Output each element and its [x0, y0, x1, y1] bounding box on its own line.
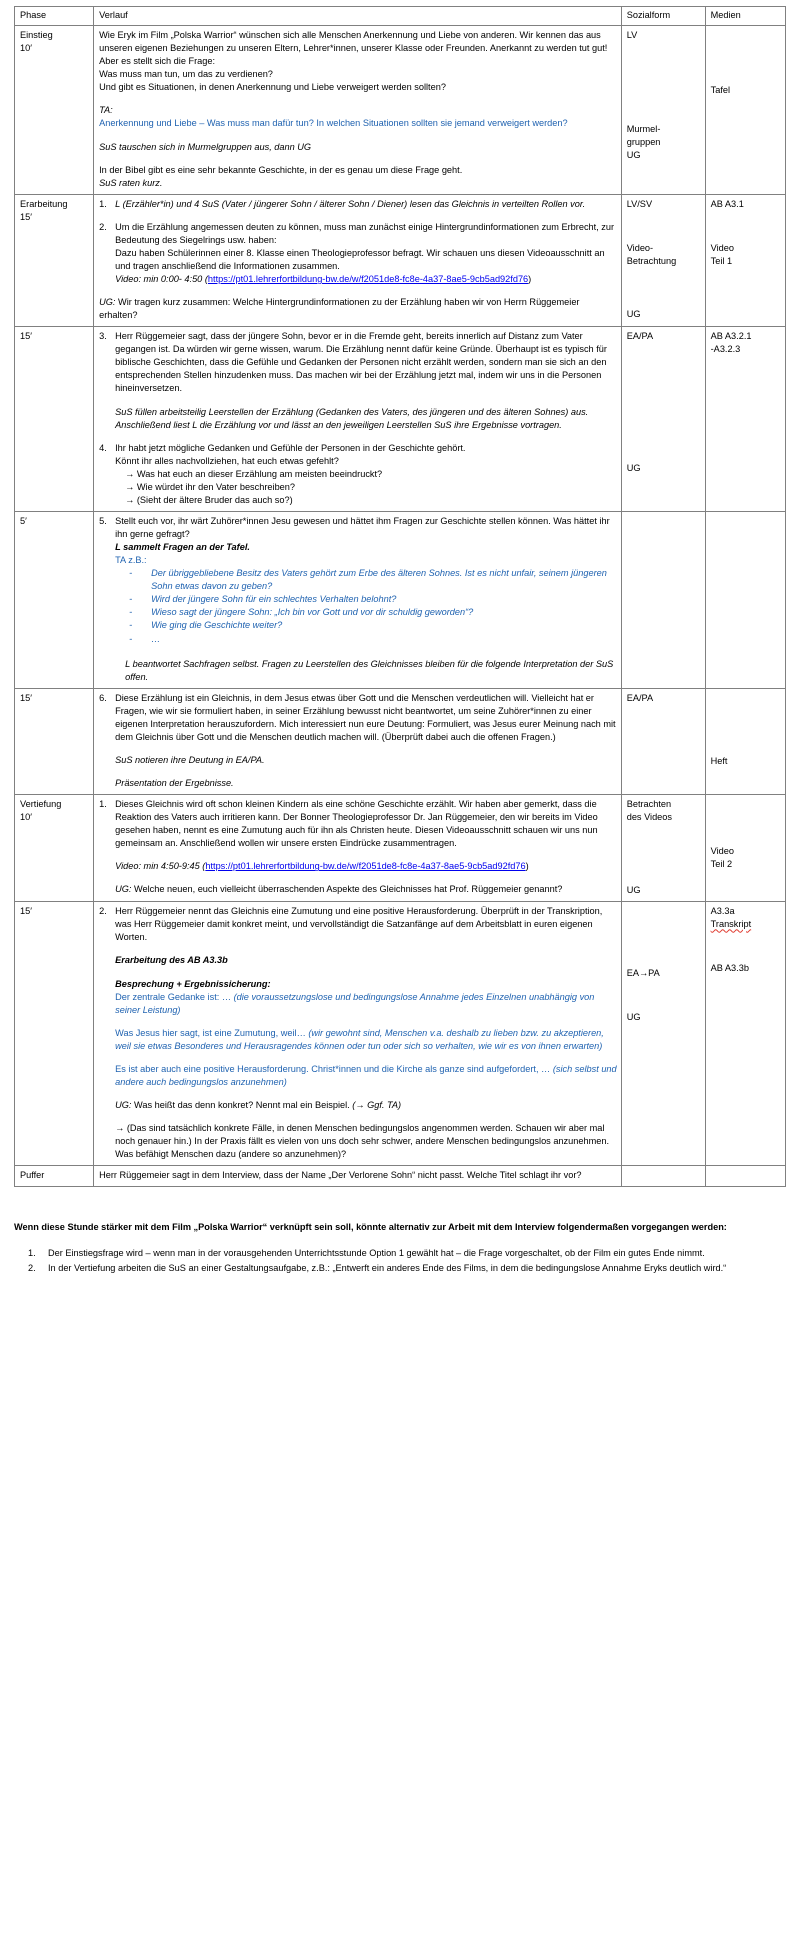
phase-cell-vertiefung: [15, 795, 94, 902]
ug-paragraph: [99, 883, 617, 896]
step-text: Ihr habt jetzt mögliche Gedanken und Gefühle der Personen in der Geschichte gehört.: [115, 442, 466, 453]
ta-label: TA z.B.:: [115, 555, 147, 566]
table-row-vertiefung-step-2: [15, 902, 786, 1166]
column-header-medien: Medien: [705, 7, 785, 26]
list-item: [129, 633, 617, 646]
dash-bullet: -: [129, 568, 133, 579]
step-number: 2.: [99, 906, 107, 917]
step-text: Könnt ihr alles nachvollziehen, hat euch etwas gefehlt?: [115, 455, 339, 466]
phase-cell-step-3-4: [15, 327, 94, 512]
sozialform-entry: EA/PA: [626, 692, 654, 703]
bullet-text: Wieso sagt der jüngere Sohn: „Ich bin vor Gott und vor dir schuldig geworden“?: [151, 607, 474, 618]
paragraph: SuS raten kurz.: [99, 177, 163, 188]
step-item: [99, 905, 617, 944]
step-number: 6.: [99, 692, 107, 703]
step-number: 1.: [99, 799, 107, 810]
step-item: [99, 330, 617, 431]
verlauf-cell-vertiefung-step-2: [94, 902, 622, 1166]
arrow-paragraph: → (Das sind tatsächlich konkrete Fälle, in denen Menschen bedingungslos angenommen werden. Schauen wir aber mal noch genauer hin.) In der Praxis fällt es vielen von uns doch sehr schwer, andere Menschen bedingungslos anzunehmen. Was befähigt Menschen dazu (andere so anzunehmen)?: [115, 1123, 610, 1160]
paragraph: Und gibt es Situationen, in denen Anerkennung und Liebe verweigert werden sollten?: [99, 82, 446, 93]
dash-bullet: -: [129, 633, 133, 644]
alternative-note-block: [14, 1221, 786, 1275]
list-item: [129, 619, 617, 632]
sozialform-entry: des Videos: [626, 812, 672, 823]
video-link[interactable]: https://pt01.lehrerfortbildung-bw.de/w/f2051de8-fc8e-4a37-8ae5-9cb5ad92fd76: [207, 274, 529, 284]
result-italic: (wir gewohnt sind, Menschen v.a. deshalb zu lieben bzw. zu akzeptieren, weil sie etwas Besonderes und Herausragendes können oder tun oder sich so verhalten, wie wir es von ihnen erwarten): [115, 1027, 604, 1051]
list-item: [129, 593, 617, 606]
medien-entry: A3.3a: [710, 906, 735, 917]
sozialform-entry: UG: [626, 308, 641, 319]
medien-entry: Video: [710, 242, 734, 253]
result-plain: Der zentrale Gedanke ist: …: [115, 991, 234, 1002]
verlauf-cell-puffer: [94, 1166, 622, 1187]
verlauf-cell-step-3-4: [94, 327, 622, 512]
medien-cell-vertiefung-step-2: [705, 902, 785, 1166]
sozialform-entry: EA→PA: [626, 968, 660, 979]
step-text: Diese Erzählung ist ein Gleichnis, in dem Jesus etwas über Gott und die Menschen verdeutlichen will. Vielleicht hat er Fragen, wie wir sie formuliert haben, in seiner Erzählung bewusst nicht beantwortet, um seine Zuhörer*innen zu einer eigenen Interpretation herauszufordern. Mich interessiert nun eure Deutung: Formuliert, was Jesus eurer Meinung nach mit dem Gleichnis über Gott und die Menschen deutlich machen will. (Überprüft dabei auch die offenen Fragen.): [115, 692, 616, 742]
step-text: Herr Rüggemeier nennt das Gleichnis eine Zumutung und eine positive Herausforderung. Überprüft in der Transkription, was Herr Rüggemeier damit konkret meint, und vervollständigt die Satzanfänge auf dem Arbeitsblatt in euren eigenen Worten.: [115, 906, 603, 943]
ug-label: UG:: [115, 1099, 132, 1110]
table-row-step-3-4: [15, 327, 786, 512]
paragraph: In der Bibel gibt es eine sehr bekannte Geschichte, in der es genau um diese Frage geht.: [99, 164, 463, 175]
sozialform-cell-vertiefung: [621, 795, 705, 902]
paragraph: Was muss man tun, um das zu verdienen?: [99, 69, 273, 80]
step-text: Um die Erzählung angemessen deuten zu können, muss man zunächst einige Hintergrundinformationen zum Erbrecht, zur Bedeutung des Siegelrings usw. haben:: [115, 221, 615, 245]
note-list-item: [14, 1262, 786, 1275]
sozialform-entry: Betrachten: [626, 799, 672, 810]
paragraph: Herr Rüggemeier sagt in dem Interview, dass der Name „Der Verlorene Sohn“ nicht passt. Welche Titel schlagt ihr vor?: [99, 1170, 582, 1181]
step-item: [99, 442, 617, 507]
phase-label: Einstieg: [20, 30, 53, 41]
result-line-3: [99, 1063, 617, 1089]
video-close-paren: ): [525, 861, 529, 872]
verlauf-cell-einstieg: [94, 26, 622, 195]
table-row-erarbeitung: [15, 194, 786, 327]
step-text: Herr Rüggemeier sagt, dass der jüngere Sohn, bevor er in die Fremde geht, bereits innerlich auf Distanz zum Vater gegangen ist. Da würden wir gerne wissen, warum. Die Erzählung nennt dafür keine Gründe. Überhaupt ist es typisch für biblische Geschichten, dass die Gefühle und Gedanken der Personen nicht erzählt werden, sondern man sie sich an den entsprechenden Stellen hinzudenken muss. Das machen wir bei der Erzählung jetzt mal, indem wir uns in die Personen hineinversetzen.: [115, 331, 607, 394]
medien-cell-vertiefung: [705, 795, 785, 902]
dash-bullet: -: [129, 594, 133, 605]
phase-time: 15′: [20, 211, 32, 222]
paragraph: Präsentation der Ergebnisse.: [115, 778, 234, 788]
bullet-text: Der übriggebliebene Besitz des Vaters gehört zum Erbe des älteren Sohnes. Ist es nicht unfair, seinem jüngeren Sohn etwas davon zu geben?: [151, 568, 607, 592]
note-item-number: 2.: [28, 1262, 36, 1273]
phase-time: 15′: [20, 906, 32, 917]
video-link[interactable]: https://pt01.lehrerfortbildung-bw.de/w/f2051de8-fc8e-4a37-8ae5-9cb5ad92fd76: [205, 861, 526, 872]
step-item: [99, 692, 617, 744]
step-note: L sammelt Fragen an der Tafel.: [115, 542, 250, 553]
table-row-vertiefung: [15, 795, 786, 902]
medien-entry-transkript: Transkript: [710, 919, 752, 930]
video-reference: [115, 273, 617, 286]
step-list: [99, 798, 617, 873]
note-list: [14, 1247, 786, 1276]
ug-paragraph: [99, 1099, 617, 1112]
phase-time: 10′: [20, 812, 32, 823]
step-text: Dazu haben Schülerinnen einer 8. Klasse einen Theologieprofessor befragt. Wir schauen uns diesen Videoausschnitt an und tragen anschließend die Informationen zusammen.: [115, 247, 605, 271]
ug-tail: (→ Ggf. TA): [352, 1099, 402, 1110]
step-text: Dieses Gleichnis wird oft schon kleinen Kindern als eine schöne Geschichte erzählt. Wir haben aber gemerkt, dass die Reaktion des Vaters auch irritieren kann. Der Bonner Theologieprofessor Dr. Jan Rüggemeier, den wir bereits im Video gesehen haben, nennt es eine Zumutung auch für ihn als Christen heute. Diesen Videoausschnitt schauen wir uns nun gemeinsam an. Anschließend wollen wir unsere ersten Eindrücke zusammentragen.: [115, 799, 598, 849]
note-item-text: In der Vertiefung arbeiten die SuS an einer Gestaltungsaufgabe, z.B.: „Entwerft ein anderes Ende des Films, in dem die bedingungslose Annahme Eryks deutlich wird.“: [48, 1262, 727, 1273]
step-number: 4.: [99, 442, 107, 453]
medien-entry: -A3.2.3: [710, 344, 741, 355]
video-label: Video: min 0:00- 4:50 (: [115, 274, 208, 284]
phase-time: 15′: [20, 331, 32, 342]
table-row-step-6: [15, 688, 786, 794]
phase-label: Vertiefung: [20, 799, 62, 810]
table-row-puffer: [15, 1166, 786, 1187]
verlauf-cell-vertiefung: [94, 795, 622, 902]
step-text: L (Erzähler*in) und 4 SuS (Vater / jüngerer Sohn / älterer Sohn / Diener) lesen das Gleichnis in verteilten Rollen vor.: [115, 198, 586, 209]
ug-text: Wir tragen kurz zusammen: Welche Hintergrundinformationen zu der Erzählung haben wir von Herrn Rüggemeier erhalten?: [99, 297, 580, 321]
step-text: Stellt euch vor, ihr wärt Zuhörer*innen Jesu gewesen und hättet ihm Fragen zur Geschichte stellen können. Was hättet ihr ihn gerne gefragt?: [115, 515, 610, 539]
result-line-1: [99, 991, 617, 1017]
column-header-verlauf: Verlauf: [94, 7, 622, 26]
sozialform-entry: EA/PA: [626, 331, 654, 342]
ug-text: Welche neuen, euch vielleicht überraschenden Aspekte des Gleichnisses hat Prof. Rüggemeier genannt?: [131, 884, 563, 895]
phase-cell-vertiefung-step-2: [15, 902, 94, 1166]
ta-label: TA:: [99, 105, 113, 116]
video-label: Video: min 4:50-9:45 (: [115, 861, 206, 872]
step-note: SuS füllen arbeitsteilig Leerstellen der Erzählung (Gedanken des Vaters, des jüngeren und des älteren Sohnes) aus. Anschließend liest L die Erzählung vor und lässt an den jeweiligen Leerstellen SuS ihre Ergebnisse vortragen.: [115, 406, 589, 430]
sozialform-cell-puffer: [621, 1166, 705, 1187]
table-header-row: [15, 7, 786, 26]
table-row-step-5: [15, 511, 786, 688]
phase-time: 15′: [20, 692, 32, 703]
step-list: [99, 330, 617, 507]
medien-cell-step-3-4: [705, 327, 785, 512]
note-item-number: 1.: [28, 1247, 36, 1258]
phase-label: Puffer: [20, 1170, 45, 1181]
phase-cell-erarbeitung: [15, 194, 94, 327]
list-item: [129, 606, 617, 619]
sozialform-cell-einstieg: [621, 26, 705, 195]
sozialform-entry: Video-: [626, 242, 654, 253]
step-list: [99, 905, 617, 944]
step-item: [99, 221, 617, 286]
sozialform-cell-vertiefung-step-2: [621, 902, 705, 1166]
ta-text: Anerkennung und Liebe – Was muss man dafür tun? In welchen Situationen sollten sie jemand verweigert werden?: [99, 118, 568, 129]
phase-time: 5′: [20, 515, 27, 526]
column-header-phase: Phase: [15, 7, 94, 26]
column-header-sozialform: Sozialform: [621, 7, 705, 26]
list-item: [129, 567, 617, 593]
note-item-text: Der Einstiegsfrage wird – wenn man in der vorausgehenden Unterrichtsstunde Option 1 gewählt hat – die Frage vorgeschaltet, ob der Film ein gutes Ende nimmt.: [48, 1247, 705, 1258]
sozialform-entry: Betrachtung: [626, 255, 677, 266]
sozialform-entry: UG: [626, 885, 641, 896]
erarbeitung-note: Erarbeitung des AB A3.3b: [115, 955, 228, 966]
step-item: [99, 198, 617, 211]
paragraph: SuS notieren ihre Deutung in EA/PA.: [115, 754, 265, 765]
step-question: → (Sieht der ältere Bruder das auch so?): [125, 494, 293, 505]
sozialform-entry: UG: [626, 150, 641, 161]
dash-bullet: -: [129, 620, 133, 631]
medien-cell-einstieg: [705, 26, 785, 195]
step-number: 3.: [99, 331, 107, 342]
video-reference: [115, 860, 617, 873]
sozialform-entry: Murmel-: [626, 124, 661, 135]
ug-text: Was heißt das denn konkret? Nennt mal ein Beispiel.: [131, 1099, 353, 1110]
verlauf-cell-step-5: [94, 511, 622, 688]
step-number: 2.: [99, 221, 107, 232]
phase-cell-einstieg: [15, 26, 94, 195]
step-item: [99, 798, 617, 873]
medien-entry: AB A3.2.1: [710, 331, 752, 342]
step-item: [99, 515, 617, 684]
step-question: → Was hat euch an dieser Erzählung am meisten beeindruckt?: [125, 468, 383, 479]
ug-label: UG:: [99, 297, 116, 308]
video-close-paren: ): [528, 274, 532, 284]
phase-time: 10′: [20, 43, 32, 54]
medien-cell-step-5: [705, 511, 785, 688]
result-plain: Was Jesus hier sagt, ist eine Zumutung, weil…: [115, 1027, 309, 1038]
dash-bullet: -: [129, 607, 133, 618]
bullet-text: Wie ging die Geschichte weiter?: [151, 620, 283, 631]
bullet-text: …: [151, 633, 161, 644]
result-italic: (die voraussetzungslose und bedingungslose Annahme jedes Einzelnen unabhängig von seiner Leistung): [115, 991, 595, 1015]
step-number: 1.: [99, 198, 107, 209]
besprechung-label: Besprechung + Ergebnissicherung:: [115, 978, 271, 989]
ug-paragraph: [99, 296, 617, 322]
phase-cell-step-6: [15, 688, 94, 794]
step-question: → Wie würdet ihr den Vater beschreiben?: [125, 481, 296, 492]
sozialform-entry: LV/SV: [626, 198, 653, 209]
medien-cell-step-6: [705, 688, 785, 794]
medien-entry: Heft: [710, 755, 728, 766]
sozialform-cell-erarbeitung: [621, 194, 705, 327]
bullet-text: Wird der jüngere Sohn für ein schlechtes Verhalten belohnt?: [151, 594, 397, 605]
phase-cell-step-5: [15, 511, 94, 688]
ug-label: UG:: [115, 884, 132, 895]
phase-cell-puffer: [15, 1166, 94, 1187]
verlauf-cell-step-6: [94, 688, 622, 794]
medien-cell-erarbeitung: [705, 194, 785, 327]
medien-entry: AB A3.3b: [710, 963, 749, 974]
ta-bullet-list: [115, 567, 617, 645]
sozialform-entry: UG: [626, 1012, 641, 1023]
medien-entry: Video: [710, 846, 734, 857]
medien-entry: Teil 2: [710, 859, 733, 870]
note-lead-text: Wenn diese Stunde stärker mit dem Film „Polska Warrior“ verknüpft sein soll, könnte alternativ zur Arbeit mit dem Interview folgendermaßen vorgegangen werden:: [14, 1222, 727, 1233]
medien-entry: AB A3.1: [710, 198, 744, 209]
step-number: 5.: [99, 515, 107, 526]
sozialform-entry: UG: [626, 463, 641, 474]
sozialform-cell-step-5: [621, 511, 705, 688]
table-row-einstieg: [15, 26, 786, 195]
result-italic: (sich selbst und andere auch bedingungslos anzunehmen): [115, 1063, 617, 1087]
medien-entry: Tafel: [710, 85, 731, 96]
closing-note: L beantwortet Sachfragen selbst. Fragen zu Leerstellen des Gleichnisses bleiben für die folgende Interpretation der SuS offen.: [125, 658, 614, 682]
sozialform-entry: gruppen: [626, 137, 661, 148]
step-list: [99, 198, 617, 286]
sozialform-cell-step-3-4: [621, 327, 705, 512]
paragraph: SuS tauschen sich in Murmelgruppen aus, dann UG: [99, 141, 312, 152]
sozialform-entry: LV: [626, 30, 638, 41]
phase-label: Erarbeitung: [20, 198, 68, 209]
step-list: [99, 515, 617, 684]
verlauf-cell-erarbeitung: [94, 194, 622, 327]
note-list-item: [14, 1247, 786, 1260]
result-plain: Es ist aber auch eine positive Herausforderung. Christ*innen und die Kirche als ganze sind aufgefordert, …: [115, 1063, 553, 1074]
paragraph: Wie Eryk im Film „Polska Warrior“ wünschen sich alle Menschen Anerkennung und Liebe von anderen. Wir kennen das aus unseren eigenen Beziehungen zu unseren Eltern, Lehrer*innen, unserer Klasse oder Freunden. Anerkannt zu werden tut gut! Aber es stellt sich die Frage:: [99, 30, 608, 67]
medien-entry: Teil 1: [710, 255, 733, 266]
lesson-plan-table: [14, 6, 786, 1187]
sozialform-cell-step-6: [621, 688, 705, 794]
result-line-2: [99, 1027, 617, 1053]
step-list: [99, 692, 617, 744]
medien-cell-puffer: [705, 1166, 785, 1187]
